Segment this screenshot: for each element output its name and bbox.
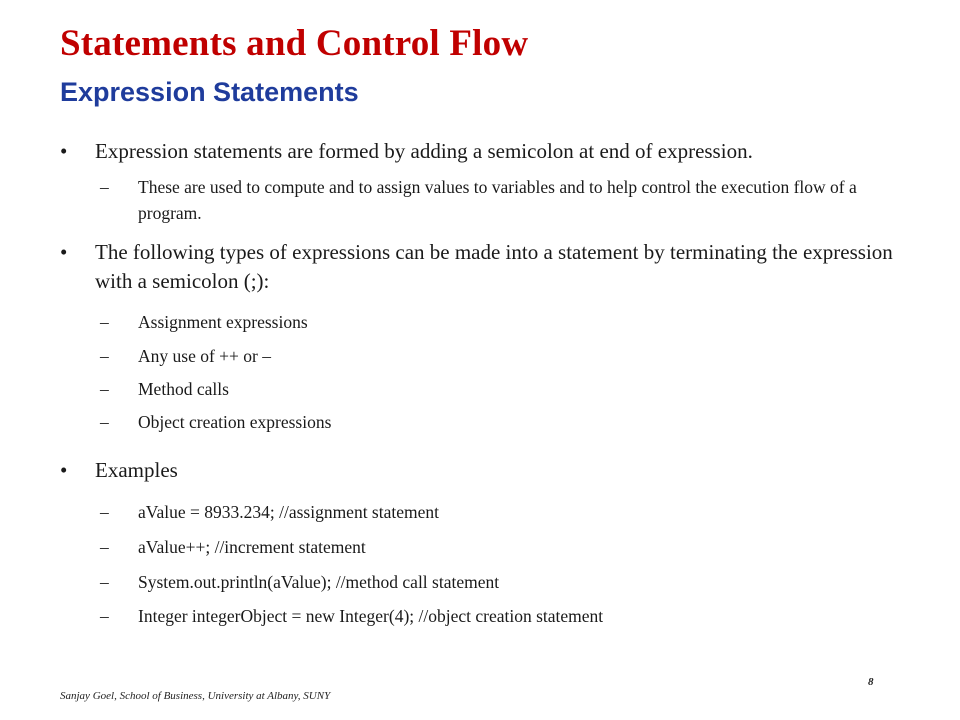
- dash-marker: –: [100, 537, 109, 557]
- bullet-marker: •: [60, 240, 68, 264]
- dash-marker: –: [100, 312, 109, 332]
- bullet-marker: •: [60, 139, 68, 163]
- sub-bullet-text: aValue = 8933.234; //assignment statement: [138, 502, 439, 522]
- slide-footer: Sanjay Goel, School of Business, University at Albany, SUNY: [60, 690, 331, 702]
- sub-bullet-text: Method calls: [138, 379, 229, 399]
- dash-marker: –: [100, 502, 109, 522]
- bullet-marker: •: [60, 458, 68, 482]
- bullet-text: Expression statements are formed by adding a semicolon at end of expression.: [95, 139, 753, 163]
- sub-bullet-text: aValue++; //increment statement: [138, 537, 366, 557]
- dash-marker: –: [100, 412, 109, 432]
- slide-subtitle: Expression Statements: [60, 77, 359, 107]
- sub-bullet-text: Integer integerObject = new Integer(4); //object creation statement: [138, 606, 604, 626]
- sub-bullet-text: Assignment expressions: [138, 312, 308, 332]
- sub-bullet-text: Any use of ++ or –: [138, 346, 271, 366]
- slide-title: Statements and Control Flow: [60, 23, 529, 64]
- sub-bullet-text: Object creation expressions: [138, 412, 332, 432]
- dash-marker: –: [100, 177, 109, 197]
- sub-bullet-text: These are used to compute and to assign values to variables and to help control the execution flow of a program.: [138, 177, 857, 223]
- dash-marker: –: [100, 346, 109, 366]
- sub-bullet-text: System.out.println(aValue); //method call statement: [138, 572, 500, 592]
- dash-marker: –: [100, 572, 109, 592]
- bullet-text: Examples: [95, 458, 178, 482]
- page-number: 8: [868, 676, 874, 688]
- bullet-text: The following types of expressions can be made into a statement by terminating the expression with a semicolon (;):: [95, 240, 893, 293]
- dash-marker: –: [100, 379, 109, 399]
- dash-marker: –: [100, 606, 109, 626]
